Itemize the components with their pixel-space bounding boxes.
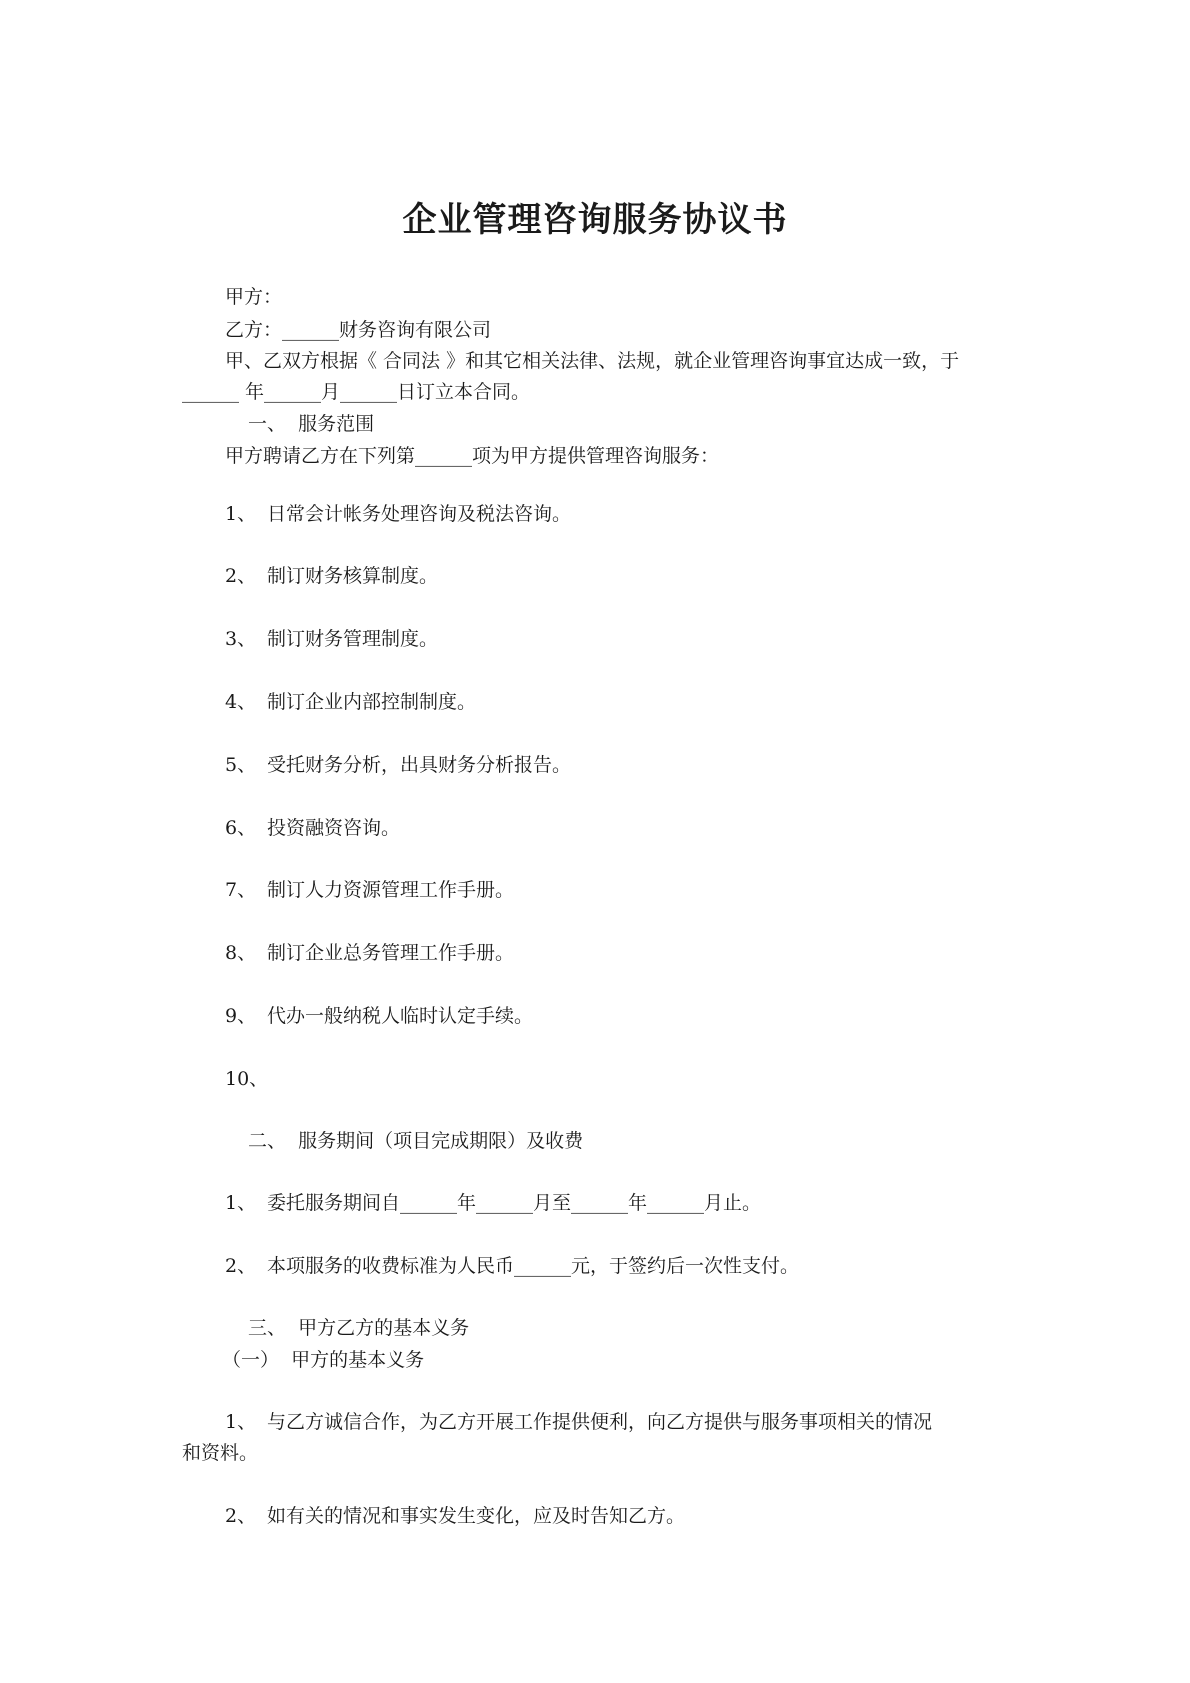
list-item (225, 500, 571, 528)
list-item (225, 1252, 799, 1280)
list-item-text: 制订人力资源管理工作手册。 (267, 879, 515, 901)
list-item (225, 876, 514, 904)
list-item-number: 1、 (225, 1411, 257, 1433)
list-item-number: 2、 (225, 565, 257, 587)
list-item-number: 2、 (225, 1505, 257, 1527)
party-a-line: 甲方： (225, 286, 283, 308)
party-b-line: 乙方：______财务咨询有限公司 (225, 319, 492, 341)
list-item (225, 688, 476, 716)
intro-paragraph-line1: 甲、乙双方根据《 合同法 》和其它相关法律、法规，就企业管理咨询事宜达成一致，于 (225, 350, 960, 372)
list-item-number: 3、 (225, 628, 257, 650)
list-item-text: 代办一般纳税人临时认定手续。 (267, 1005, 534, 1027)
list-item (225, 1408, 932, 1436)
list-item-text: 委托服务期间自______年______月至______年______月止。 (267, 1192, 762, 1214)
list-item-text: 本项服务的收费标准为人民币______元，于签约后一次性支付。 (267, 1255, 800, 1277)
list-item (225, 939, 514, 967)
list-item (225, 625, 438, 653)
list-item-text: 制订企业总务管理工作手册。 (267, 942, 515, 964)
section3-heading: 三、 甲方乙方的基本义务 (248, 1317, 470, 1339)
section1-lead: 甲方聘请乙方在下列第______项为甲方提供管理咨询服务： (225, 445, 720, 467)
list-item (225, 562, 438, 590)
list-item (225, 1065, 267, 1093)
section2-heading: 二、 服务期间（项目完成期限）及收费 (248, 1130, 584, 1152)
list-item-text: 受托财务分析，出具财务分析报告。 (267, 754, 572, 776)
list-item-number: 5、 (225, 754, 257, 776)
section3-subheading: （一） 甲方的基本义务 (222, 1349, 425, 1371)
list-item-number: 1、 (225, 1192, 257, 1214)
list-item-text: 制订企业内部控制制度。 (267, 691, 477, 713)
list-item-number: 4、 (225, 691, 257, 713)
list-item (225, 1189, 761, 1217)
list-item-text: 制订财务核算制度。 (267, 565, 439, 587)
list-item (225, 751, 571, 779)
list-item-text: 制订财务管理制度。 (267, 628, 439, 650)
list-item (225, 1002, 533, 1030)
list-item (225, 814, 400, 842)
section1-heading: 一、 服务范围 (248, 413, 375, 435)
list-item-number: 6、 (225, 817, 257, 839)
list-item-number: 9、 (225, 1005, 257, 1027)
list-item-number: 1、 (225, 503, 257, 525)
list-item-number: 7、 (225, 879, 257, 901)
list-item (225, 1502, 685, 1530)
intro-paragraph-line2: ______ 年______月______日订立本合同。 (182, 381, 531, 403)
list-item-number: 2、 (225, 1255, 257, 1277)
list-item-text: 与乙方诚信合作，为乙方开展工作提供便利，向乙方提供与服务事项相关的情况 (267, 1411, 933, 1433)
list-item-text: 投资融资咨询。 (267, 817, 401, 839)
list-item-text: 日常会计帐务处理咨询及税法咨询。 (267, 503, 572, 525)
list-item-continuation: 和资料。 (182, 1442, 259, 1464)
document-title: 企业管理咨询服务协议书 (402, 200, 788, 240)
list-item-number: 8、 (225, 942, 257, 964)
list-item-number: 10、 (225, 1068, 269, 1090)
list-item-text: 如有关的情况和事实发生变化，应及时告知乙方。 (267, 1505, 686, 1527)
